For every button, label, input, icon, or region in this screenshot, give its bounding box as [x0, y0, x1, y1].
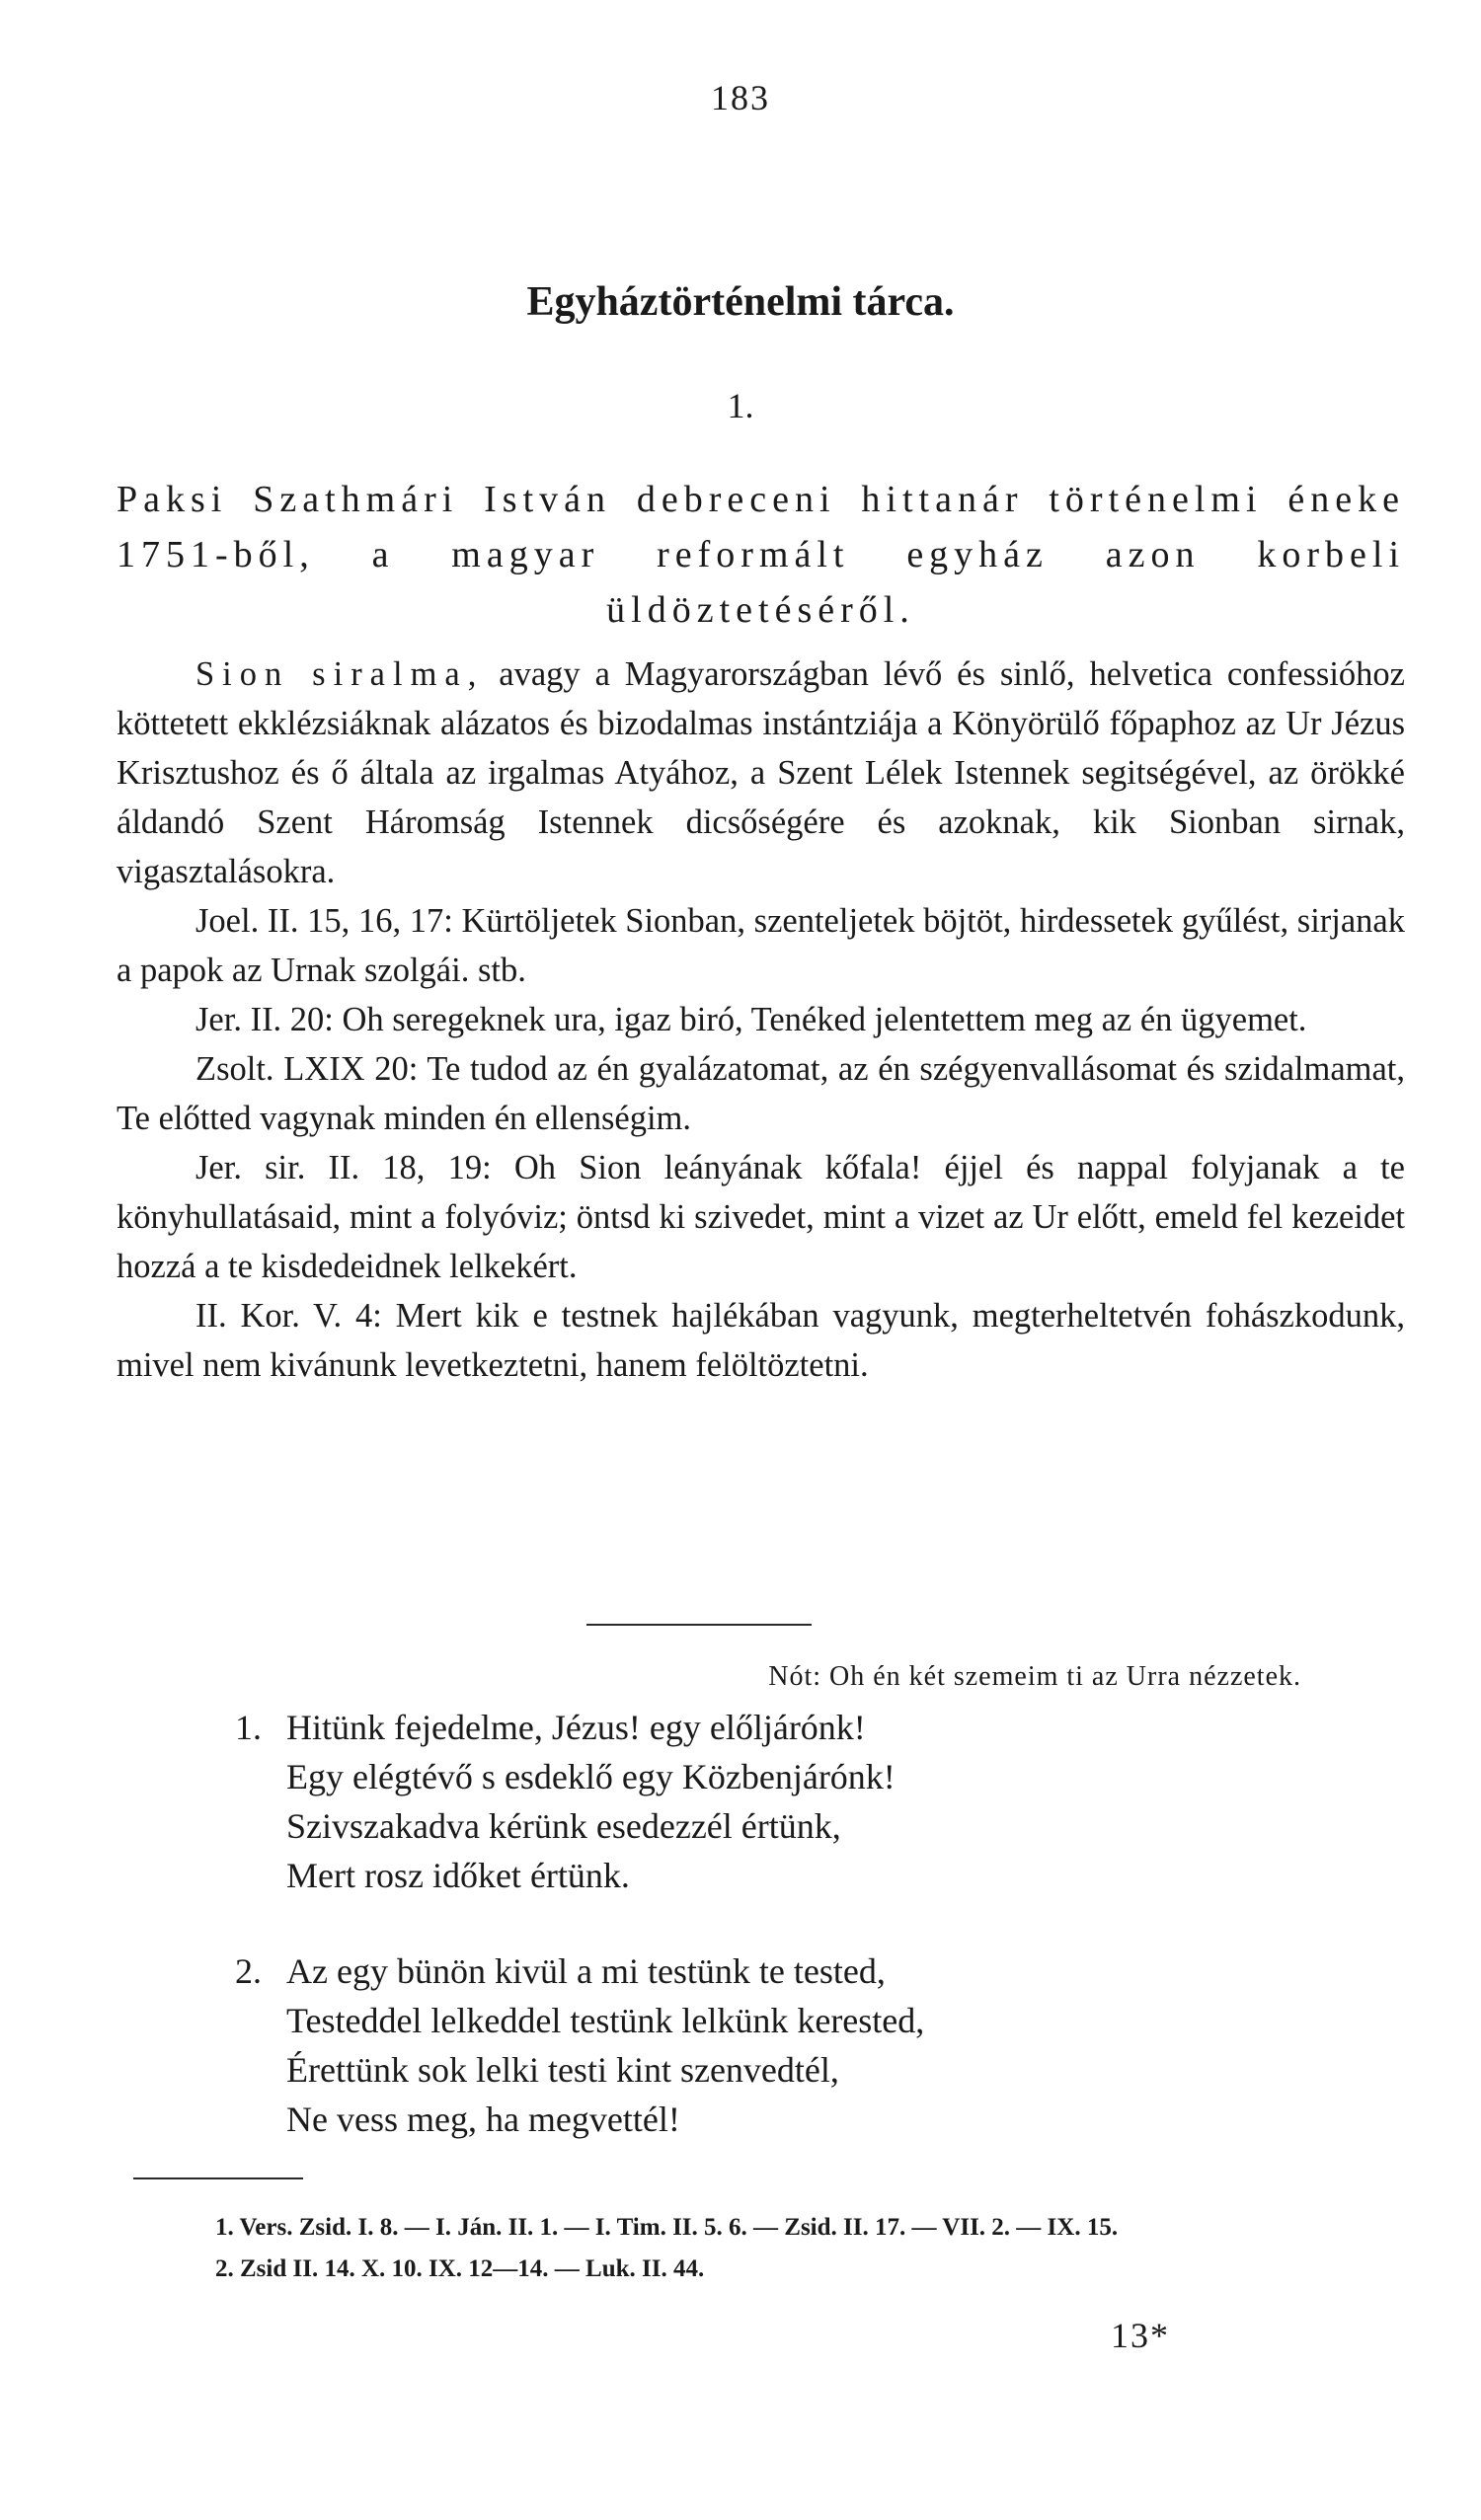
stanza-1	[235, 1703, 1321, 1900]
page-number: 183	[711, 78, 770, 117]
stanza-lines	[286, 1947, 1321, 2144]
verse-line: Az egy bünön kivül a mi testünk te tested,	[286, 1951, 886, 1991]
section-number: 1.	[727, 386, 754, 425]
section-divider	[586, 1624, 812, 1626]
stanza-number: 1.	[235, 1708, 262, 1747]
verse-line: Testeddel lelkeddel testünk lelkünk kerested,	[286, 2001, 925, 2040]
section-title: Egyháztörténelmi tárca.	[526, 279, 955, 325]
paragraph-korinthus: II. Kor. V. 4: Mert kik e testnek hajlékában vagyunk, megterheltetvén fohászkodunk, mivel nem kivánunk levetkeztetni, hanem felöltöztetni.	[117, 1297, 1405, 1384]
paragraph-joel: Joel. II. 15, 16, 17: Kürtöljetek Sionban, szenteljetek böjtöt, hirdessetek gyűlést, sirjanak a papok az Urnak szolgái. stb.	[117, 902, 1405, 989]
footnote-1: 1. Vers. Zsid. I. 8. — I. Ján. II. 1. — I. Tim. II. 5. 6. — Zsid. II. 17. — VII. 2. — IX. 15.	[215, 2214, 1119, 2241]
stanza-2	[235, 1947, 1321, 2144]
verse-line: Mert rosz időket értünk.	[286, 1856, 630, 1895]
paragraph-zsoltar: Zsolt. LXIX 20: Te tudod az én gyalázatomat, az én szégyenvallásomat és szidalmamat, Te előtted vagynak minden én ellenségim.	[117, 1050, 1405, 1137]
paragraph-lead: Sion siralma,	[195, 655, 485, 693]
body-text	[117, 649, 1405, 1390]
verse-line: Hitünk fejedelme, Jézus! egy előljárónk!	[286, 1708, 866, 1747]
footnote-rule	[133, 2177, 303, 2179]
footnote-2: 2. Zsid II. 14. X. 10. IX. 12—14. — Luk. II. 44.	[215, 2255, 705, 2282]
signature-mark: 13*	[1111, 2316, 1170, 2355]
verse-line: Ne vess meg, ha megvettél!	[286, 2100, 680, 2139]
paragraph-text: avagy a Magyarországban lévő és sinlő, helvetica confessióhoz köttetett ekklézsiáknak alázatos és bizodalmas instántziája a Könyörülő főpaphoz az Ur Jézus Krisztushoz és ő általa az irgalmas Atyához, a Szent Lélek Istennek segitségével, az örökké áldandó Szent Háromság Istennek dicsőségére és azoknak, kik Sionban sirnak, vigasztalásokra.	[117, 655, 1405, 890]
footnotes	[117, 2207, 1405, 2290]
verse-line: Érettünk sok lelki testi kint szenvedtél,	[286, 2050, 839, 2090]
paragraph-siralmak: Jer. sir. II. 18, 19: Oh Sion leányának kőfala! éjjel és nappal folyjanak a te könyhullatásaid, mint a folyóviz; öntsd ki szivedet, mint a vizet az Ur előtt, emeld fel kezeidet hozzá a te kisdedeidnek lelkekért.	[117, 1149, 1405, 1285]
tune-note: Nót: Oh én két szemeim ti az Urra nézzetek.	[768, 1661, 1301, 1692]
verse-line: Egy elégtévő s esdeklő egy Közbenjárónk!	[286, 1757, 896, 1796]
paragraph-sion-siralma	[117, 649, 1405, 896]
stanza-lines	[286, 1703, 1321, 1900]
stanza-number: 2.	[235, 1951, 262, 1991]
verse-line: Szivszakadva kérünk esedezzél értünk,	[286, 1806, 841, 1846]
article-subtitle: Paksi Szathmári István debreceni hittanár történelmi éneke 1751-ből, a magyar reformált egyház azon korbeli üldöztetéséről.	[117, 479, 1405, 631]
paragraph-jeremias: Jer. II. 20: Oh seregeknek ura, igaz biró, Tenéked jelentettem meg az én ügyemet.	[195, 1001, 1307, 1038]
